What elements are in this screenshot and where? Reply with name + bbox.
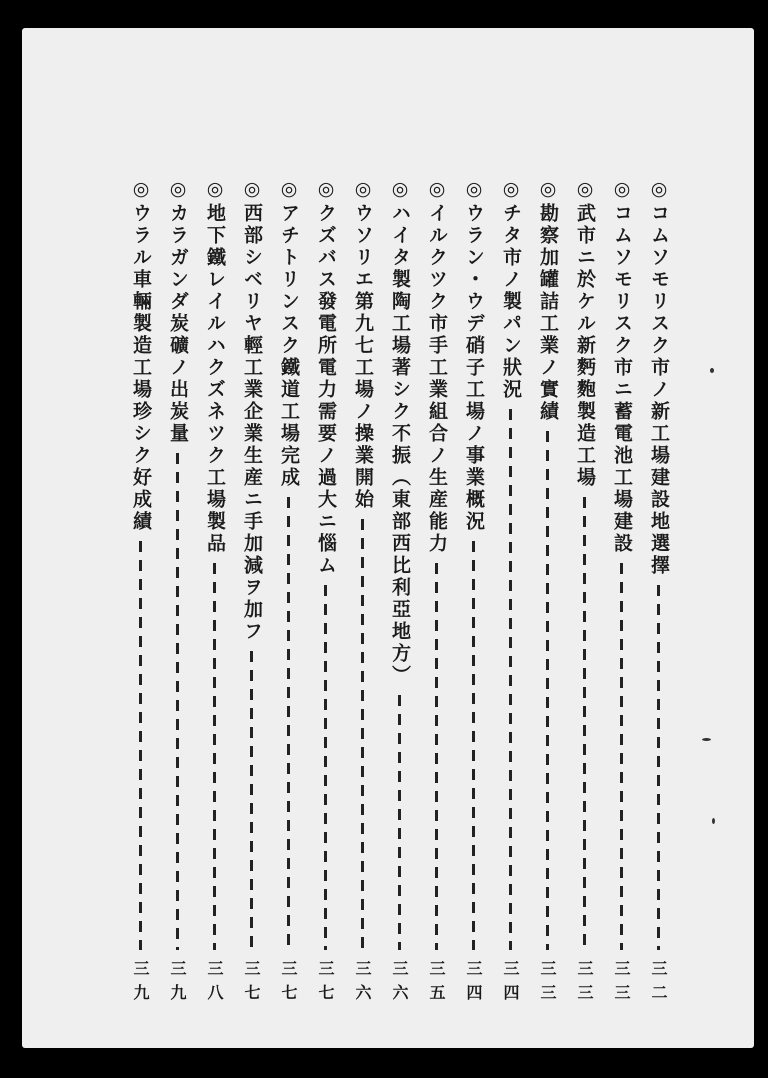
toc-entry-title: ◎勘察加罐詰工業ノ實績 [537, 178, 559, 423]
scan-speck [702, 738, 711, 741]
toc-entry-page: 三六 [390, 960, 409, 1008]
toc-entry-title: ◎アチトリンスク鐵道工場完成 [278, 178, 300, 489]
toc-entry [421, 178, 452, 1008]
toc-entry [643, 178, 674, 1008]
dotted-leader [287, 497, 290, 950]
toc-entry [125, 178, 156, 1008]
dotted-leader [176, 453, 179, 950]
toc-entry-page: 三六 [353, 960, 372, 1008]
toc-entry-title: ◎コムソモリスク市ニ蓄電池工場建設 [611, 178, 633, 555]
dotted-leader [657, 585, 660, 950]
toc-entry-page: 三八 [205, 960, 224, 1008]
toc-entry-page: 三七 [316, 960, 335, 1008]
toc-entry-page: 三三 [538, 960, 557, 1008]
toc-entry [569, 178, 600, 1008]
dotted-leader [583, 497, 586, 950]
toc-entry-title: ◎西部シベリヤ輕工業企業生産ニ手加減ヲ加フ [241, 178, 263, 643]
toc-entry-title: ◎地下鐵レイルハクズネツク工場製品 [204, 178, 226, 555]
toc-entry-title: ◎クズバス發電所電力需要ノ過大ニ惱ム [315, 178, 337, 577]
dotted-leader [213, 563, 216, 950]
dotted-leader [472, 541, 475, 950]
dotted-leader [398, 695, 401, 950]
toc-entry-title: ◎イルクツク市手工業組合ノ生産能力 [426, 178, 448, 555]
toc-entry-title: ◎ウソリエ第九七工場ノ操業開始 [352, 178, 374, 511]
toc-entry-title: ◎カラガンダ炭礦ノ出炭量 [167, 178, 189, 445]
toc-entry-title: ◎ウラン・ウデ硝子工場ノ事業概況 [463, 178, 485, 533]
toc-entry-page: 三五 [427, 960, 446, 1008]
dotted-leader [250, 651, 253, 950]
toc-entry [199, 178, 230, 1008]
dotted-leader [509, 409, 512, 950]
scan-speck [712, 818, 715, 824]
toc-entry-page: 三九 [131, 960, 150, 1008]
toc-entry-title: ◎チタ市ノ製パン狀況 [500, 178, 522, 401]
toc-entry [458, 178, 489, 1008]
toc-entry-title: ◎ハイタ製陶工場著シク不振（東部西比利亞地方） [389, 178, 411, 687]
dotted-leader [324, 585, 327, 950]
toc-entry-page: 三七 [242, 960, 261, 1008]
dotted-leader [435, 563, 438, 950]
toc-entry-page: 三四 [464, 960, 483, 1008]
table-of-contents [130, 178, 674, 1008]
toc-entry [532, 178, 563, 1008]
toc-entry-page: 三四 [501, 960, 520, 1008]
toc-entry-page: 三三 [612, 960, 631, 1008]
toc-entry [273, 178, 304, 1008]
toc-entry-title: ◎コムソモリスク市ノ新工場建設地選擇 [648, 178, 670, 577]
toc-entry [347, 178, 378, 1008]
dotted-leader [620, 563, 623, 950]
document-page [22, 28, 754, 1048]
toc-entry-title: ◎武市ニ於ケル新麪麭製造工場 [574, 178, 596, 489]
toc-entry [606, 178, 637, 1008]
toc-entry-page: 三三 [575, 960, 594, 1008]
dotted-leader [361, 519, 364, 950]
toc-entry-page: 三七 [279, 960, 298, 1008]
toc-entry [384, 178, 415, 1008]
dotted-leader [546, 431, 549, 950]
toc-entry-title: ◎ウラル車輛製造工場珍シク好成績 [130, 178, 152, 533]
scan-speck [710, 368, 714, 373]
toc-entry [162, 178, 193, 1008]
toc-entry [495, 178, 526, 1008]
toc-entry-page: 三二 [649, 960, 668, 1008]
toc-entry [310, 178, 341, 1008]
toc-entry-page: 三九 [168, 960, 187, 1008]
toc-entry [236, 178, 267, 1008]
dotted-leader [139, 541, 142, 950]
